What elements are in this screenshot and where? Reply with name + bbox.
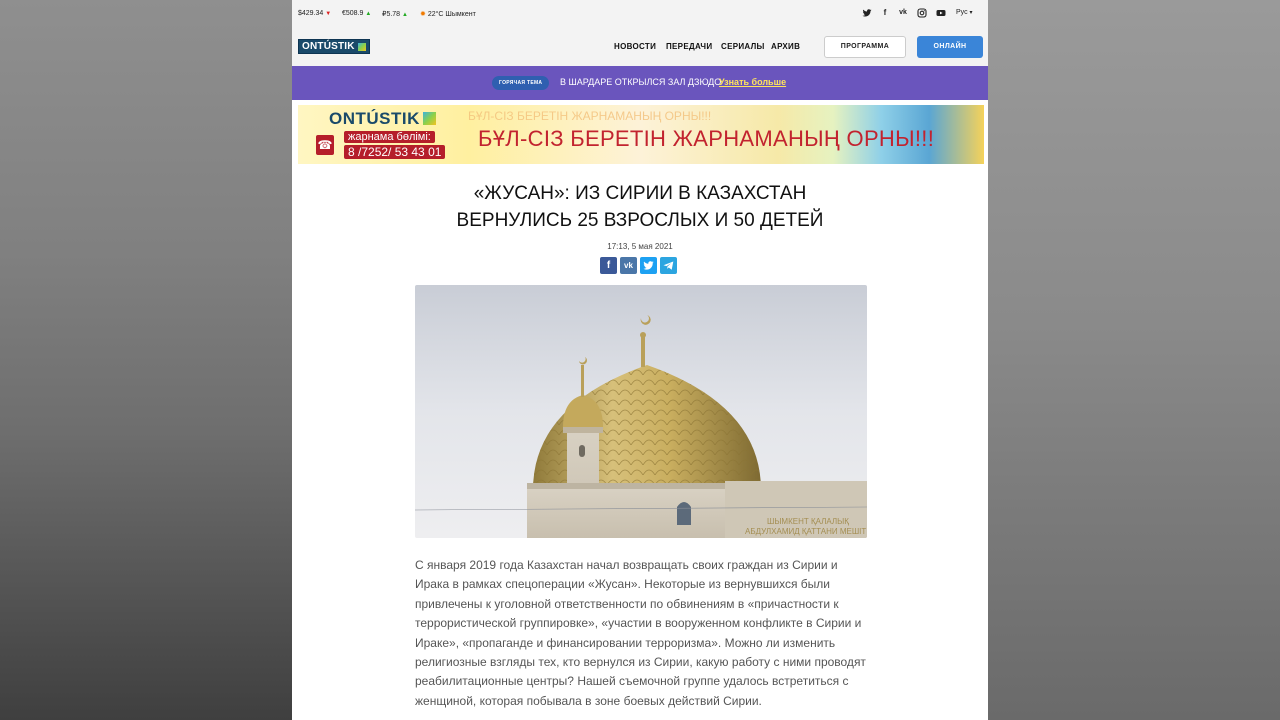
logo-text: ONTÚSTIK: [302, 41, 355, 52]
twitter-share-icon[interactable]: [640, 257, 657, 274]
facebook-share-icon[interactable]: f: [600, 257, 617, 274]
chevron-down-icon: ▾: [969, 10, 973, 16]
logo-mark-icon: [423, 112, 436, 125]
article-title-line-1: «ЖУСАН»: ИЗ СИРИИ В КАЗАХСТАН: [473, 183, 807, 204]
ticker-bar: [292, 0, 988, 28]
language-selector[interactable]: [956, 9, 973, 16]
backdrop-left: [0, 0, 292, 720]
rub-rate-value: ₽5.78: [382, 11, 401, 18]
eur-rate: [342, 10, 371, 17]
facebook-icon[interactable]: f: [883, 8, 887, 17]
up-arrow-icon: ▲: [402, 12, 408, 18]
site-logo[interactable]: [298, 39, 370, 54]
article-title: [292, 180, 988, 234]
up-arrow-icon: ▲: [365, 11, 372, 17]
youtube-icon[interactable]: [936, 8, 946, 18]
online-button[interactable]: ОНЛАЙН: [917, 36, 983, 58]
hot-topic-text: В ШАРДАРЕ ОТКРЫЛСЯ ЗАЛ ДЗЮДО: [560, 77, 722, 87]
photo-sign-line-1: ШЫМКЕНТ ҚАЛАЛЫҚ: [767, 517, 849, 526]
logo-mark-icon: [358, 43, 366, 51]
program-button[interactable]: ПРОГРАММА: [824, 36, 906, 58]
weather-text: 22°С Шымкент: [427, 11, 476, 18]
mosque-photo-illustration: [415, 285, 867, 538]
ad-banner[interactable]: [298, 105, 984, 164]
banner-headline: БҰЛ-СІЗ БЕРЕТІН ЖАРНАМАНЫҢ ОРНЫ!!!: [478, 126, 935, 151]
telegram-share-icon[interactable]: [660, 257, 677, 274]
article-body: С января 2019 года Казахстан начал возвращать своих граждан из Сирии и Ирака в рамках спецоперации «Жусан». Некоторые из вернувшихся были привлечены к уголовной ответственности по обвинениям в «причастности к террористической группировке», «участии в вооруженном конфликте в Сирии и Ираке», «пропаганде и финансировании терроризма». Можно ли изменить религиозные взгляды тех, кто вернулся из Сирии, какую работу с ними проводят реабилитационные центры? Нашей съемочной группе удалось встретиться с женщиной, которая побывала в зоне боевых действий Сирии.: [415, 558, 866, 708]
vk-icon[interactable]: vk: [899, 9, 907, 16]
instagram-icon[interactable]: [917, 8, 927, 18]
main-navbar: [292, 28, 988, 66]
down-arrow-icon: ▼: [325, 11, 332, 17]
banner-phone: 8 /7252/ 53 43 01: [344, 145, 445, 159]
hot-topic-badge: ГОРЯЧАЯ ТЕМА: [492, 76, 549, 90]
photo-sign-line-2: АБДУЛХАМИД ҚАТТАНИ МЕШІТ: [745, 527, 867, 536]
article-photo: [415, 285, 867, 538]
article-date: 17:13, 5 мая 2021: [607, 242, 673, 251]
banner-logo-text: ONTÚSTIK: [329, 109, 420, 128]
rub-rate: [382, 10, 408, 18]
eur-rate-value: €508.9: [342, 10, 364, 17]
banner-department: жарнама бөлімі:: [344, 131, 435, 143]
nav-link-shows[interactable]: ПЕРЕДАЧИ: [666, 42, 713, 51]
nav-link-series[interactable]: СЕРИАЛЫ: [721, 42, 765, 51]
language-label: Рус: [956, 9, 968, 16]
hot-topic-bar: [292, 66, 988, 100]
vk-share-icon[interactable]: vk: [620, 257, 637, 274]
article-title-line-2: ВЕРНУЛИСЬ 25 ВЗРОСЛЫХ И 50 ДЕТЕЙ: [456, 210, 824, 231]
nav-link-news[interactable]: НОВОСТИ: [614, 42, 657, 51]
sun-icon: ✹: [420, 11, 426, 18]
twitter-icon[interactable]: [862, 8, 872, 18]
weather: [420, 10, 476, 18]
usd-rate-value: $429.34: [298, 10, 324, 17]
web-page: [292, 0, 988, 720]
learn-more-link[interactable]: Узнать больше: [719, 77, 787, 87]
usd-rate: [298, 10, 331, 17]
nav-link-archive[interactable]: АРХИВ: [771, 42, 801, 51]
backdrop-right: [988, 0, 1280, 720]
telephone-icon: ☎: [316, 135, 334, 155]
banner-ghost-text: БҰЛ-СІЗ БЕРЕТІН ЖАРНАМАНЫҢ ОРНЫ!!!: [468, 109, 712, 123]
banner-logo: [329, 109, 436, 129]
